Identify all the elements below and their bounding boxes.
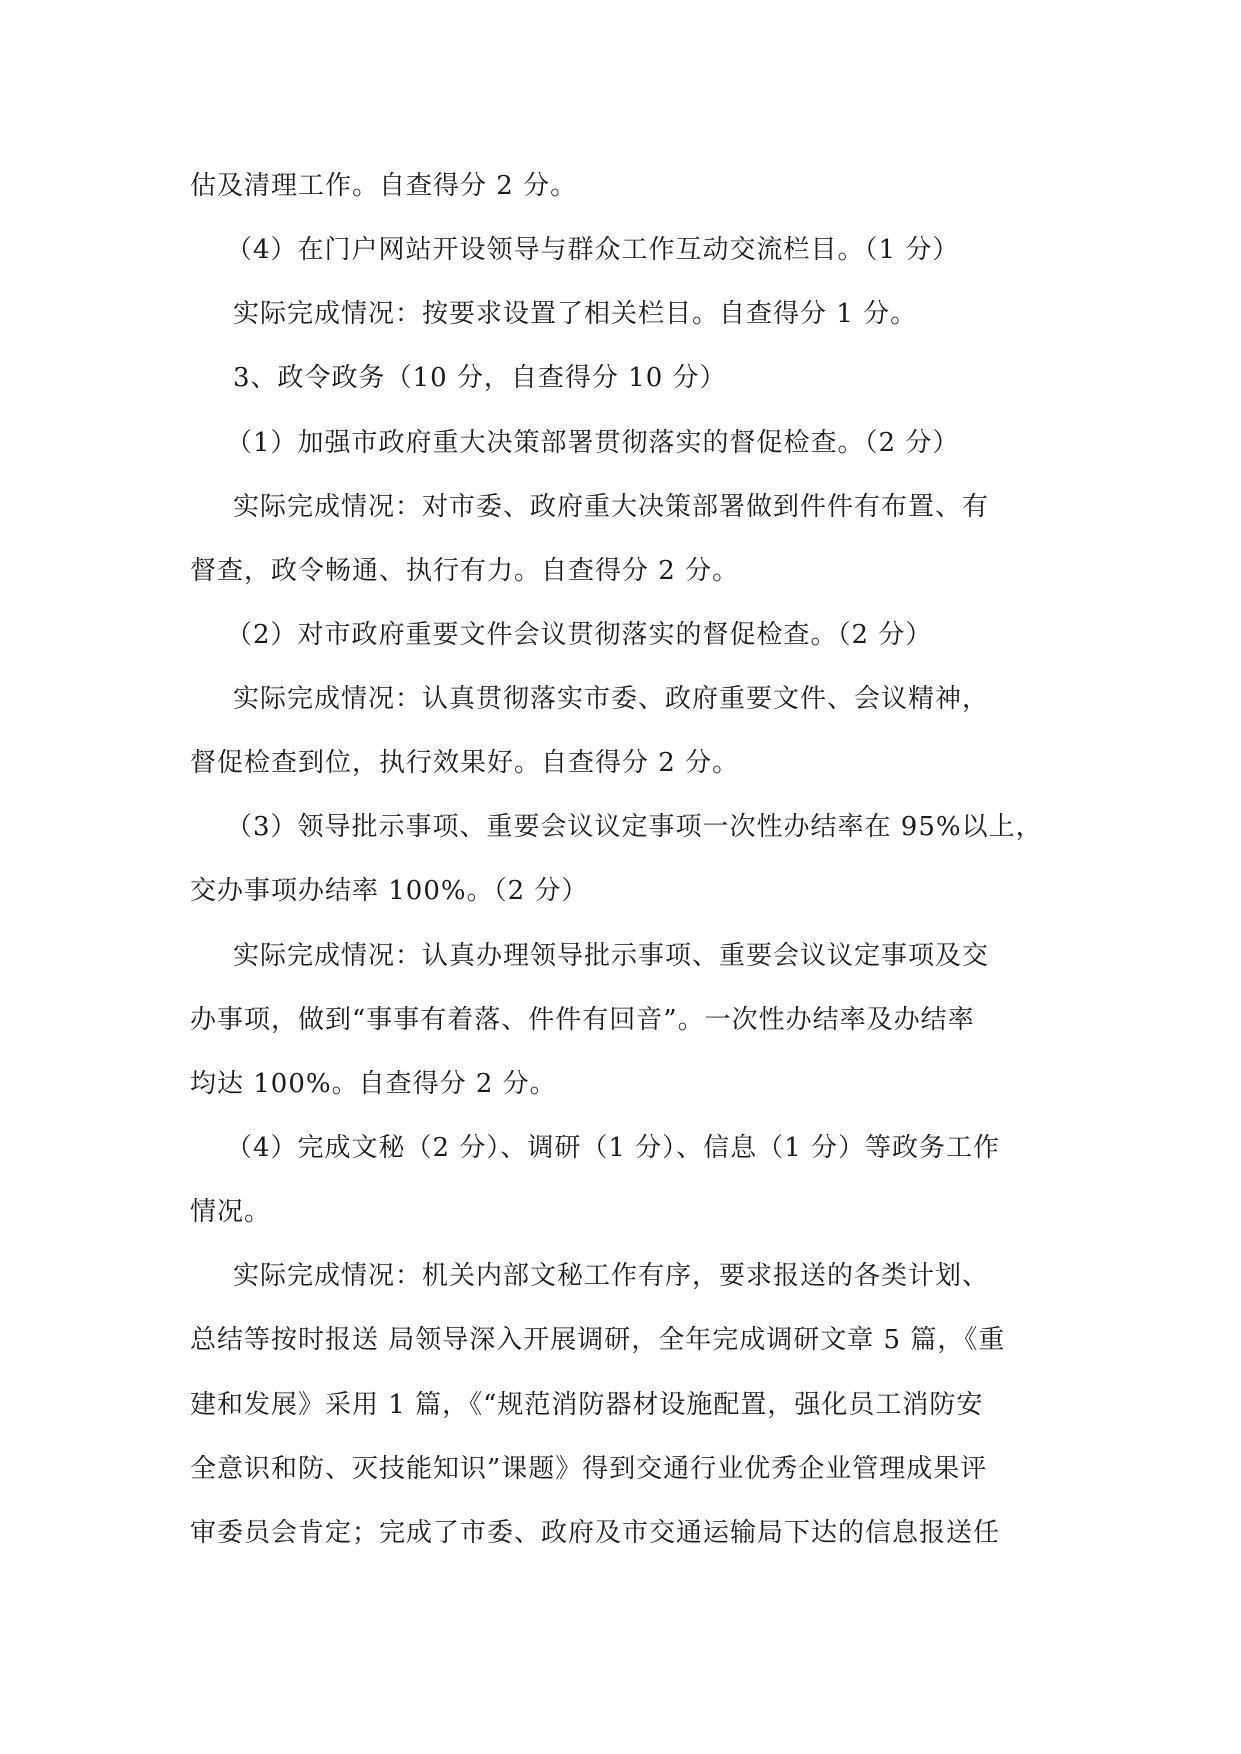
paragraph-line: 实际完成情况：认真贯彻落实市委、政府重要文件、会议精神， <box>233 684 990 714</box>
paragraph-line: 均达 100%。自查得分 2 分。 <box>190 1069 557 1099</box>
paragraph-line: 实际完成情况：机关内部文秘工作有序，要求报送的各类计划、 <box>233 1261 990 1291</box>
paragraph-line: （4）完成文秘（2 分）、调研（1 分）、信息（1 分）等政务工作 <box>226 1133 1000 1163</box>
paragraph-line: （1）加强市政府重大决策部署贯彻落实的督促检查。（2 分） <box>226 428 960 458</box>
paragraph-line: 审委员会肯定；完成了市委、政府及市交通运输局下达的信息报送任 <box>190 1518 1001 1548</box>
paragraph-line: 实际完成情况：按要求设置了相关栏目。自查得分 1 分。 <box>233 299 918 329</box>
paragraph-line: 交办事项办结率 100%。（2 分） <box>190 876 589 906</box>
paragraph-line: 督查，政令畅通、执行有力。自查得分 2 分。 <box>190 556 740 586</box>
paragraph-line: 实际完成情况：认真办理领导批示事项、重要会议议定事项及交 <box>233 941 990 971</box>
paragraph-line: （2）对市政府重要文件会议贯彻落实的督促检查。（2 分） <box>226 620 933 650</box>
paragraph-line: 建和发展》采用 1 篇，《“规范消防器材设施配置，强化员工消防安 <box>190 1390 984 1420</box>
paragraph-line: 办事项，做到“事事有着落、件件有回音”。一次性办结率及办结率 <box>190 1005 975 1035</box>
paragraph-line: 总结等按时报送 局领导深入开展调研，全年完成调研文章 5 篇，《重 <box>190 1325 1006 1355</box>
section-heading: 3、政令政务（10 分，自查得分 10 分） <box>233 363 727 393</box>
paragraph-line: 情况。 <box>190 1197 272 1227</box>
paragraph-line: 实际完成情况：对市委、政府重大决策部署做到件件有布置、有 <box>233 492 990 522</box>
paragraph-line: （4）在门户网站开设领导与群众工作互动交流栏目。（1 分） <box>226 235 960 265</box>
paragraph-line: （3）领导批示事项、重要会议议定事项一次性办结率在 95%以上， <box>226 812 1043 842</box>
paragraph-line: 估及清理工作。自查得分 2 分。 <box>190 171 578 201</box>
paragraph-line: 督促检查到位，执行效果好。自查得分 2 分。 <box>190 748 740 778</box>
paragraph-line: 全意识和防、灭技能知识”课题》得到交通行业优秀企业管理成果评 <box>190 1454 988 1484</box>
